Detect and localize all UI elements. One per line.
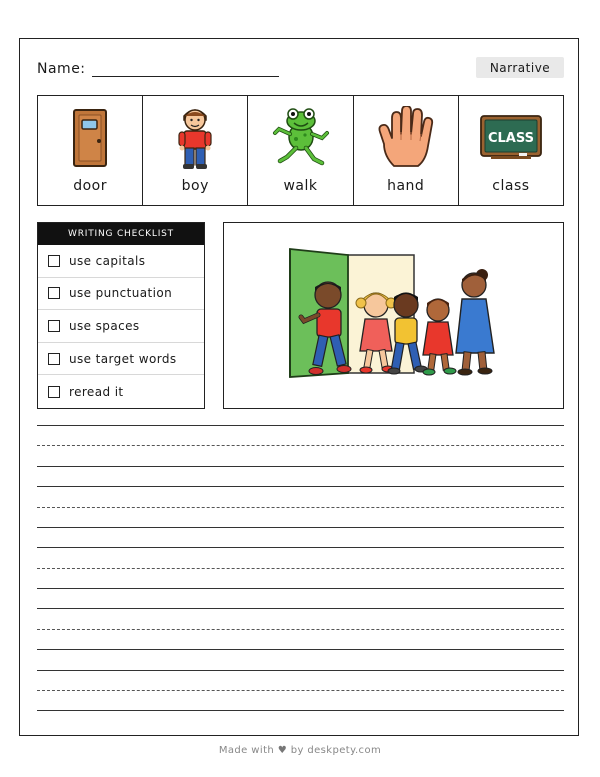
writing-line-dashed (37, 568, 564, 569)
checklist-item[interactable] (38, 375, 204, 408)
writing-line-dashed (37, 629, 564, 630)
writing-line-solid[interactable] (37, 466, 564, 467)
writing-line-solid[interactable] (37, 649, 564, 650)
word-label: boy (181, 178, 209, 194)
word-card-walk (248, 96, 353, 205)
writing-line-solid[interactable] (37, 608, 564, 609)
checkbox[interactable] (48, 386, 60, 398)
writing-line-dashed (37, 445, 564, 446)
writing-line-solid[interactable] (37, 588, 564, 589)
checkbox[interactable] (48, 255, 60, 267)
checklist-item[interactable] (38, 278, 204, 311)
footer-made-with: Made with (218, 745, 275, 756)
footer-by: by deskpety.com (290, 745, 382, 756)
writing-line-dashed (37, 690, 564, 691)
word-bank (37, 95, 564, 206)
checklist-item-label: reread it (69, 384, 124, 399)
hand-icon (354, 104, 458, 172)
board-text: CLASS (487, 131, 534, 146)
checkbox[interactable] (48, 287, 60, 299)
genre-tag: Narrative (476, 57, 564, 78)
word-card-class (459, 96, 563, 205)
name-write-line[interactable] (92, 76, 279, 77)
word-card-boy (143, 96, 248, 205)
checkbox[interactable] (48, 320, 60, 332)
door-icon (38, 104, 142, 172)
name-label: Name: (37, 61, 86, 77)
checklist-item[interactable] (38, 310, 204, 343)
boy-icon (143, 104, 247, 172)
chalkboard-class-icon (459, 104, 563, 172)
word-card-door (38, 96, 143, 205)
writing-line-dashed (37, 507, 564, 508)
checklist-title: WRITING CHECKLIST (38, 223, 204, 245)
word-label: hand (387, 178, 425, 194)
worksheet (19, 38, 579, 736)
word-label: door (73, 178, 107, 194)
writing-line-solid[interactable] (37, 670, 564, 671)
checklist-item-label: use target words (69, 351, 177, 366)
writing-checklist (37, 222, 205, 409)
footer-credit (0, 745, 600, 756)
checklist-item-label: use spaces (69, 318, 140, 333)
writing-line-solid[interactable] (37, 710, 564, 711)
checklist-item-label: use punctuation (69, 286, 173, 301)
writing-line-solid[interactable] (37, 547, 564, 548)
heart-icon: ♥ (277, 745, 288, 756)
checkbox[interactable] (48, 353, 60, 365)
frog-walking-icon (248, 104, 352, 172)
word-label: walk (283, 178, 318, 194)
checklist-item[interactable] (38, 343, 204, 376)
writing-line-solid[interactable] (37, 425, 564, 426)
scene-picture (223, 222, 564, 409)
writing-line-solid[interactable] (37, 486, 564, 487)
checklist-item[interactable] (38, 245, 204, 278)
word-card-hand (354, 96, 459, 205)
checklist-item-label: use capitals (69, 253, 146, 268)
writing-line-solid[interactable] (37, 527, 564, 528)
children-walking-through-door-illustration (224, 223, 563, 408)
word-label: class (492, 178, 530, 194)
